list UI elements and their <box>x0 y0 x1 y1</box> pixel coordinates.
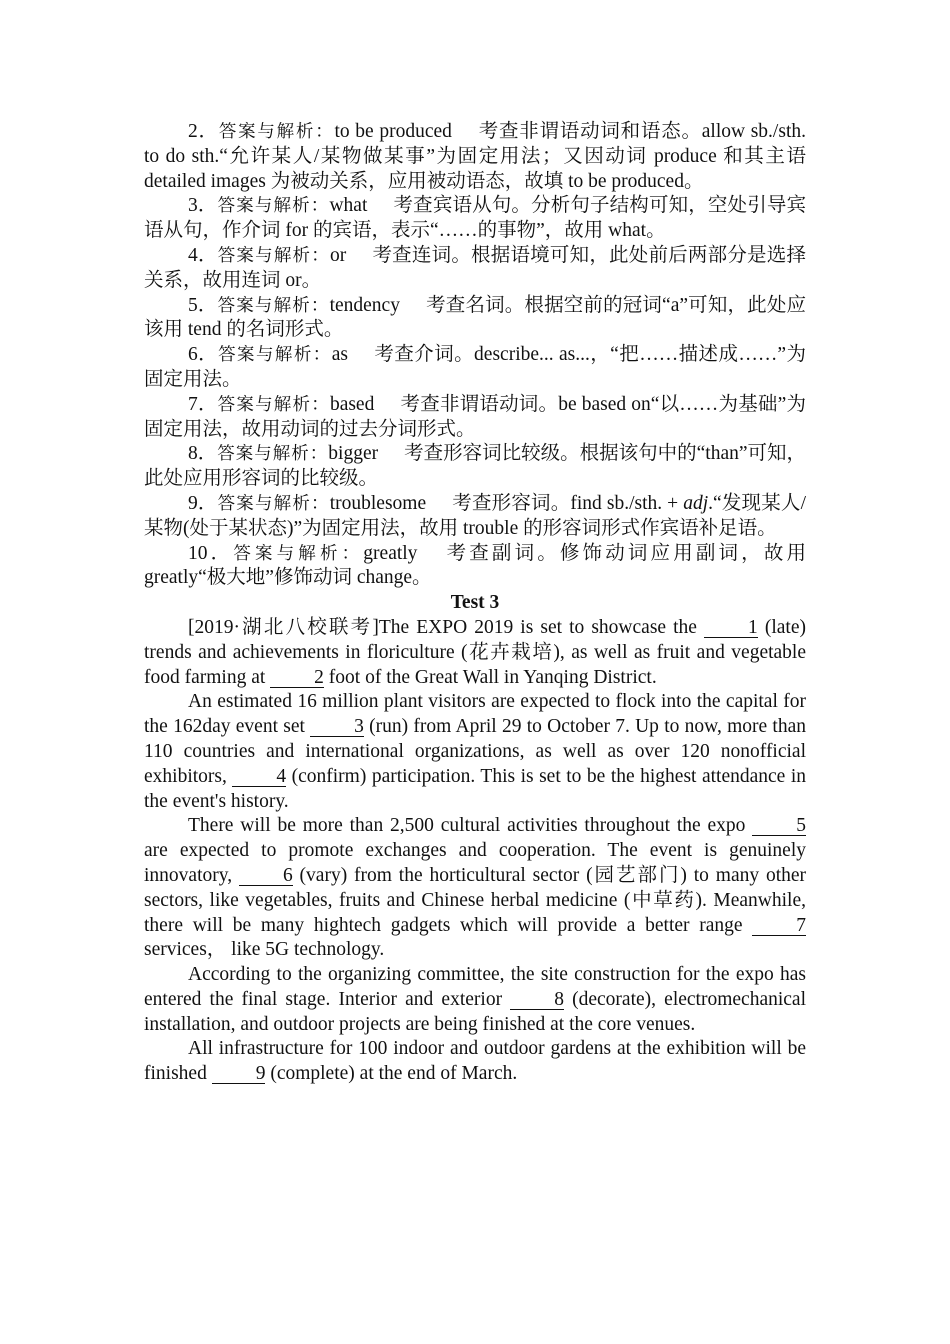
passage-text: [2019·湖北八校联考]The EXPO 2019 is set to showcase the <box>188 616 705 638</box>
passage-text: (run) from April 29 to October 7. Up to now, more than 110 countries and international organizations, as well as over 120 nonofficial exhibitors, <box>144 716 806 787</box>
blank-3: 3 <box>310 717 364 737</box>
blank-4: 4 <box>232 767 286 787</box>
answer-number: 10． <box>188 542 234 564</box>
answer-8 <box>144 442 806 492</box>
answer-number: 2． <box>188 121 219 142</box>
answer-label: 答案与解析： <box>218 122 335 142</box>
answer-word: as <box>331 344 348 366</box>
passage-paragraph-2 <box>144 690 806 814</box>
answer-explanation: 考查名词。根据空前的冠词“a”可知，此处应该用 tend 的名词形式。 <box>144 294 806 341</box>
answer-number: 8． <box>188 443 218 465</box>
answer-number: 3． <box>188 195 218 217</box>
answer-explanation: 考查形容词。find sb./sth. + <box>452 492 684 514</box>
answer-explanation-cont: .“发现某人/某物(处于某状态)”为固定用法，故用 trouble 的形容词形式作宾语补足语。 <box>144 492 807 539</box>
test-title: Test 3 <box>450 592 500 614</box>
passage-text: (late) trends and achievements in floriculture (花卉栽培), as well as fruit and vegetable food farming at <box>144 616 806 688</box>
answer-word: tendency <box>329 294 400 316</box>
answer-word: what <box>329 195 368 217</box>
answer-number: 4． <box>188 244 218 266</box>
blank-7: 7 <box>752 916 806 936</box>
passage-paragraph-3 <box>144 814 806 963</box>
answer-9 <box>144 492 806 542</box>
answer-label: 答案与解析： <box>233 543 364 564</box>
answer-6 <box>144 343 806 393</box>
answer-word: troublesome <box>329 492 427 514</box>
answer-label: 答案与解析： <box>217 394 330 415</box>
answer-10 <box>144 542 806 592</box>
passage-text: An estimated 16 million plant visitors are expected to flock into the capital for the 162day event set <box>144 691 806 738</box>
answer-label: 答案与解析： <box>217 444 329 465</box>
passage-text: There will be more than 2,500 cultural activities throughout the expo <box>188 815 753 837</box>
passage-text: (complete) at the end of March. <box>265 1063 518 1085</box>
blank-2: 2 <box>270 668 324 688</box>
answer-3 <box>144 194 806 244</box>
answer-number: 7． <box>188 393 218 415</box>
blank-5: 5 <box>752 816 806 836</box>
passage-text: (confirm) participation. This is set to be the highest attendance in the event's history. <box>144 765 806 812</box>
answer-word: bigger <box>328 443 379 465</box>
answer-number: 6． <box>188 344 219 366</box>
answer-explanation: 考查连词。根据语境可知，此处前后两部分是选择关系，故用连词 or。 <box>144 244 806 291</box>
answer-explanation: 考查非谓语动词和语态。allow sb./sth. to do sth.“允许某人/某物做某事”为固定用法；又因动词 produce 和其主语 detailed images 为被动关系，应用被动语态，故填 to be produced。 <box>144 121 806 192</box>
answer-word: to be produced <box>334 121 452 142</box>
answer-label: 答案与解析： <box>217 196 330 217</box>
passage-text: According to the organizing committee, the site construction for the expo has entered the final stage. Interior and exterior <box>144 964 806 1010</box>
answer-number: 5． <box>188 294 218 316</box>
answer-2 <box>144 120 806 194</box>
answer-explanation-italic: adj <box>683 492 709 514</box>
answer-number: 9． <box>188 492 218 514</box>
answer-7 <box>144 393 806 443</box>
passage-paragraph-1 <box>144 616 806 690</box>
answer-word: or <box>329 244 347 266</box>
answer-explanation: 考查副词。修饰动词应用副词，故用 greatly“极大地”修饰动词 change。 <box>144 542 806 589</box>
answer-word: greatly <box>363 542 418 564</box>
passage-text: are expected to promote exchanges and cooperation. The event is genuinely innovatory, <box>144 840 806 886</box>
document-page <box>144 120 806 1087</box>
passage-text: All infrastructure for 100 indoor and outdoor gardens at the exhibition will be finished <box>144 1038 806 1085</box>
answer-label: 答案与解析： <box>217 245 330 266</box>
answer-word: based <box>329 393 375 415</box>
passage-paragraph-5 <box>144 1037 806 1087</box>
blank-9: 9 <box>212 1064 266 1084</box>
blank-6: 6 <box>239 866 293 886</box>
answer-explanation: 考查形容词比较级。根据该句中的“than”可知，此处应用形容词的比较级。 <box>144 443 807 490</box>
blank-8: 8 <box>510 990 564 1010</box>
answer-4 <box>144 244 806 294</box>
passage-text: foot of the Great Wall in Yanqing District. <box>323 666 657 688</box>
answer-label: 答案与解析： <box>217 493 330 514</box>
answer-label: 答案与解析： <box>217 295 330 316</box>
answer-label: 答案与解析： <box>218 345 332 366</box>
answer-explanation: 考查非谓语动词。be based on“以……为基础”为固定用法，故用动词的过去分词形式。 <box>144 393 806 440</box>
answer-explanation: 考查宾语从句。分析句子结构可知，空处引导宾语从句，作介词 for 的宾语，表示“……的事物”，故用 what。 <box>144 195 806 242</box>
passage-text: services， like 5G technology. <box>144 939 385 961</box>
answer-5 <box>144 294 806 344</box>
passage-text: (decorate), electromechanical installation, and outdoor projects are being finished at the core venues. <box>144 988 806 1035</box>
answer-explanation: 考查介词。describe... as...，“把……描述成……”为固定用法。 <box>144 344 806 390</box>
passage-text: (vary) from the horticultural sector (园艺部门) to many other sectors, like vegetables, fruits and Chinese herbal medicine (中草药). Meanwhile, there will be many hightech gadgets which will provide a better range <box>144 864 807 936</box>
passage-paragraph-4 <box>144 963 806 1037</box>
blank-1: 1 <box>704 618 758 638</box>
